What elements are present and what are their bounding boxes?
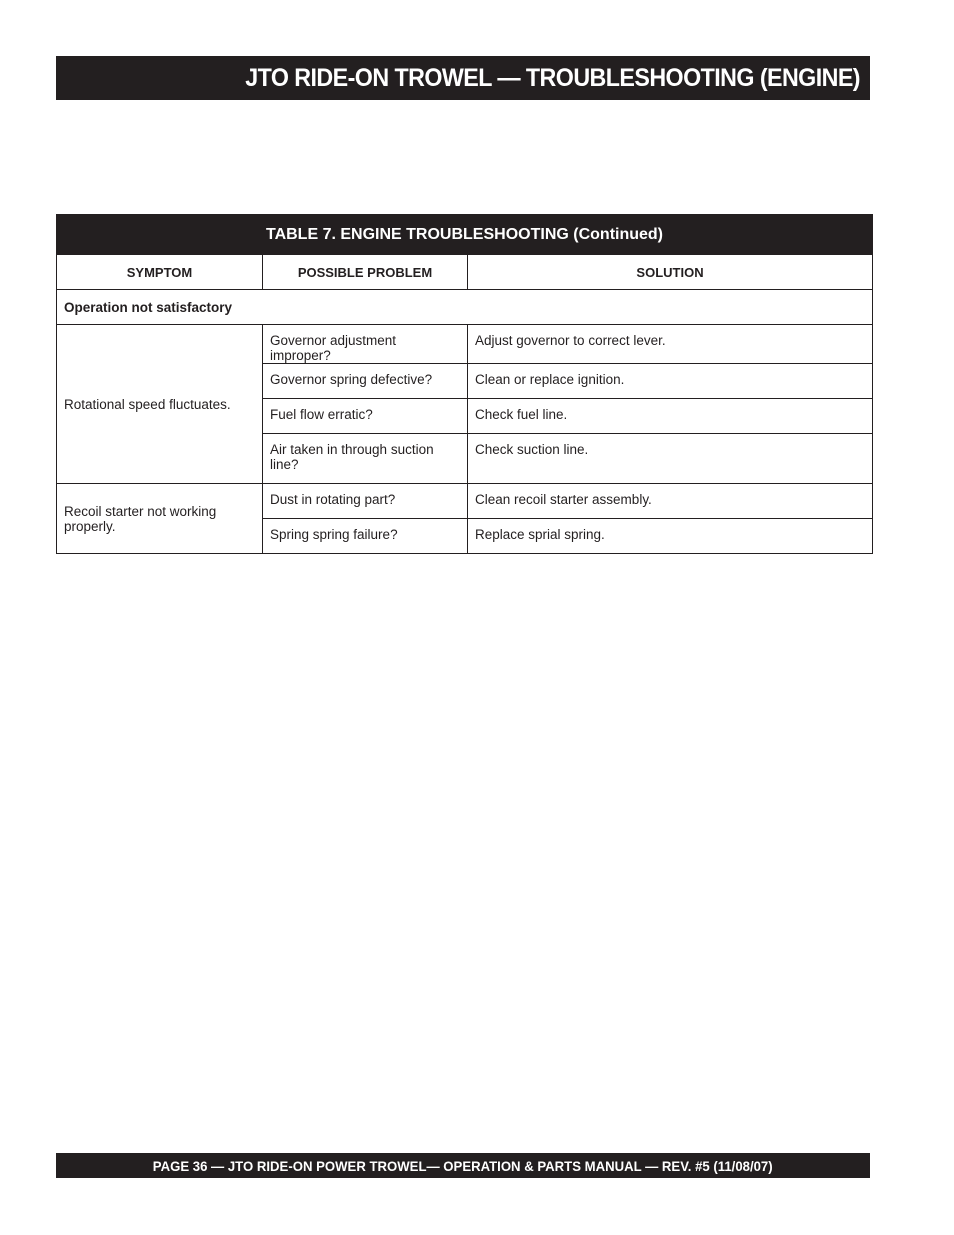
problem-cell: Fuel flow erratic?: [263, 399, 468, 434]
column-header-possible-problem: POSSIBLE PROBLEM: [263, 255, 468, 290]
table-caption: TABLE 7. ENGINE TROUBLESHOOTING (Continued): [57, 215, 873, 255]
table-row: [57, 325, 873, 364]
problem-cell: Air taken in through suction line?: [263, 434, 468, 484]
solution-cell: Check suction line.: [468, 434, 873, 484]
table-row: [57, 484, 873, 519]
page-footer-bar: [56, 1153, 870, 1178]
page-title: JTO RIDE-ON TROWEL — TROUBLESHOOTING (ENGINE): [245, 63, 860, 92]
solution-cell: Clean recoil starter assembly.: [468, 484, 873, 519]
column-header-symptom: SYMPTOM: [57, 255, 263, 290]
column-header-solution: SOLUTION: [468, 255, 873, 290]
problem-cell: Governor spring defective?: [263, 364, 468, 399]
page-footer: PAGE 36 — JTO RIDE-ON POWER TROWEL— OPERATION & PARTS MANUAL — REV. #5 (11/08/07): [153, 1157, 773, 1174]
problem-cell: Governor adjustment improper?: [263, 325, 468, 364]
section-heading: Operation not satisfactory: [57, 290, 873, 325]
page-title-bar: [56, 56, 870, 100]
symptom-cell: Recoil starter not working properly.: [57, 484, 263, 554]
problem-cell: Spring spring failure?: [263, 519, 468, 554]
solution-cell: Check fuel line.: [468, 399, 873, 434]
solution-cell: Adjust governor to correct lever.: [468, 325, 873, 364]
problem-cell: Dust in rotating part?: [263, 484, 468, 519]
solution-cell: Clean or replace ignition.: [468, 364, 873, 399]
symptom-cell: Rotational speed fluctuates.: [57, 325, 263, 484]
solution-cell: Replace sprial spring.: [468, 519, 873, 554]
engine-troubleshooting-table: [56, 214, 873, 554]
